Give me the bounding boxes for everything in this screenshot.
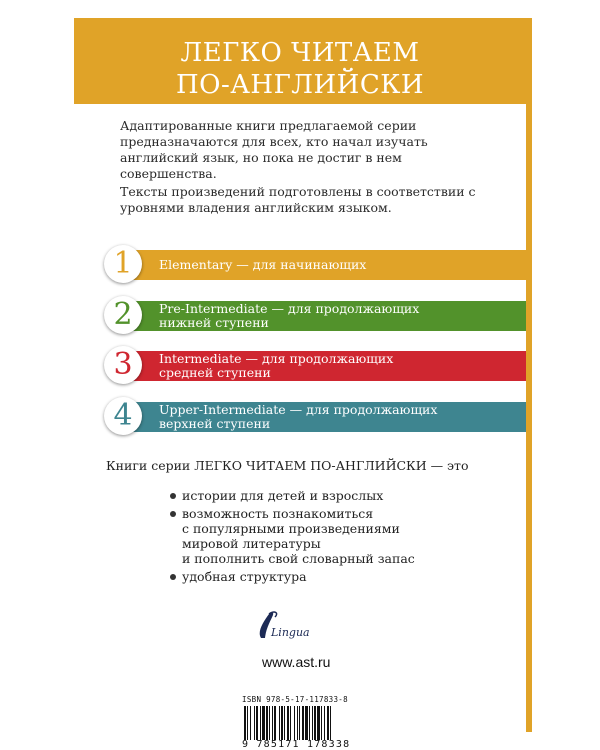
level-3-line-1: Intermediate — для продолжающих xyxy=(159,351,394,366)
level-2-line-2: нижней ступени xyxy=(159,315,269,330)
barcode-bar xyxy=(279,706,280,740)
barcode-bar xyxy=(314,706,316,740)
feature-item-2-line-2: с популярными произведениями xyxy=(182,521,400,536)
barcode-bar xyxy=(309,706,310,740)
bullet-dot-icon xyxy=(170,574,176,580)
barcode-bar xyxy=(256,706,258,740)
barcode-bar xyxy=(312,706,313,740)
level-3-label xyxy=(159,352,519,380)
barcode-bar xyxy=(250,706,251,740)
series-title-line-1: ЛЕГКО ЧИТАЕМ xyxy=(180,38,420,68)
series-summary: Книги серии ЛЕГКО ЧИТАЕМ ПО-АНГЛИЙСКИ — это xyxy=(106,458,469,473)
barcode-number: 9 785171 178338 xyxy=(242,739,351,750)
feature-item-2-line-3: мировой литературы xyxy=(182,536,321,551)
feature-item-3 xyxy=(170,569,490,584)
barcode-bar xyxy=(260,706,261,740)
barcode-bar xyxy=(272,706,273,740)
level-2-line-1: Pre-Intermediate — для продолжающих xyxy=(159,301,420,316)
level-3-number-badge: 3 xyxy=(104,346,142,384)
level-3-line-2: средней ступени xyxy=(159,365,271,380)
feature-list xyxy=(170,488,490,587)
barcode-bar xyxy=(262,706,265,740)
intro-paragraph-1: Адаптированные книги предлагаемой серии предназначаются для всех, кто начал изучать английский язык, но пока не достиг в нем совершенства. xyxy=(120,118,428,181)
level-3-row xyxy=(104,347,526,382)
barcode-bar xyxy=(317,706,320,740)
level-1-line-1: Elementary — для начинающих xyxy=(159,257,367,272)
feature-item-2-line-1: возможность познакомиться xyxy=(182,506,374,521)
feature-item-1-line-1: истории для детей и взрослых xyxy=(182,488,384,503)
level-1-row xyxy=(104,246,526,281)
barcode-bar xyxy=(302,706,304,740)
intro-paragraph-2: Тексты произведений подготовлены в соответствии с уровнями владения английским языком. xyxy=(120,184,476,215)
level-4-line-2: верхней ступени xyxy=(159,416,271,431)
barcode-bar xyxy=(299,706,300,740)
level-4-label xyxy=(159,403,519,431)
book-back-cover xyxy=(74,18,526,750)
barcode-bar xyxy=(269,706,270,740)
feature-item-2-line-4: и пополнить свой словарный запас xyxy=(182,551,415,566)
barcode-bar xyxy=(247,706,248,740)
level-4-number-badge: 4 xyxy=(104,397,142,435)
barcode-bar xyxy=(321,706,322,740)
website-url: www.ast.ru xyxy=(262,654,331,670)
barcode-bar xyxy=(244,706,246,740)
barcode-bar xyxy=(327,706,329,740)
barcode-bar xyxy=(297,706,298,740)
barcode-icon xyxy=(242,706,382,740)
barcode-bar xyxy=(324,706,325,740)
isbn-text: ISBN 978-5-17-117833-8 xyxy=(242,695,348,704)
lingua-logo-icon xyxy=(249,608,319,642)
barcode-bar xyxy=(330,706,331,740)
series-banner xyxy=(74,18,526,104)
lingua-logo-text: Lingua xyxy=(271,626,310,639)
level-4-line-1: Upper-Intermediate — для продолжающих xyxy=(159,402,438,417)
barcode-bar xyxy=(274,706,276,740)
level-1-number-badge: 1 xyxy=(104,245,142,283)
isbn-block xyxy=(242,695,392,750)
feature-item-3-line-1: удобная структура xyxy=(182,569,307,584)
feature-item-1 xyxy=(170,488,490,503)
barcode-bar xyxy=(294,706,295,740)
series-title-line-2: ПО-АНГЛИЙСКИ xyxy=(175,70,425,100)
level-4-row xyxy=(104,398,526,433)
barcode-bar xyxy=(290,706,291,740)
bullet-dot-icon xyxy=(170,511,176,517)
level-2-row xyxy=(104,297,526,332)
barcode-bar xyxy=(305,706,308,740)
barcode-bar xyxy=(266,706,268,740)
level-1-label xyxy=(159,258,519,272)
barcode-bar xyxy=(281,706,283,740)
cover-right-edge xyxy=(526,18,532,732)
bullet-dot-icon xyxy=(170,493,176,499)
level-2-number-badge: 2 xyxy=(104,296,142,334)
level-2-label xyxy=(159,302,519,330)
barcode-bar xyxy=(254,706,255,740)
barcode-bar xyxy=(287,706,289,740)
barcode-bar xyxy=(284,706,285,740)
feature-item-2 xyxy=(170,506,490,566)
